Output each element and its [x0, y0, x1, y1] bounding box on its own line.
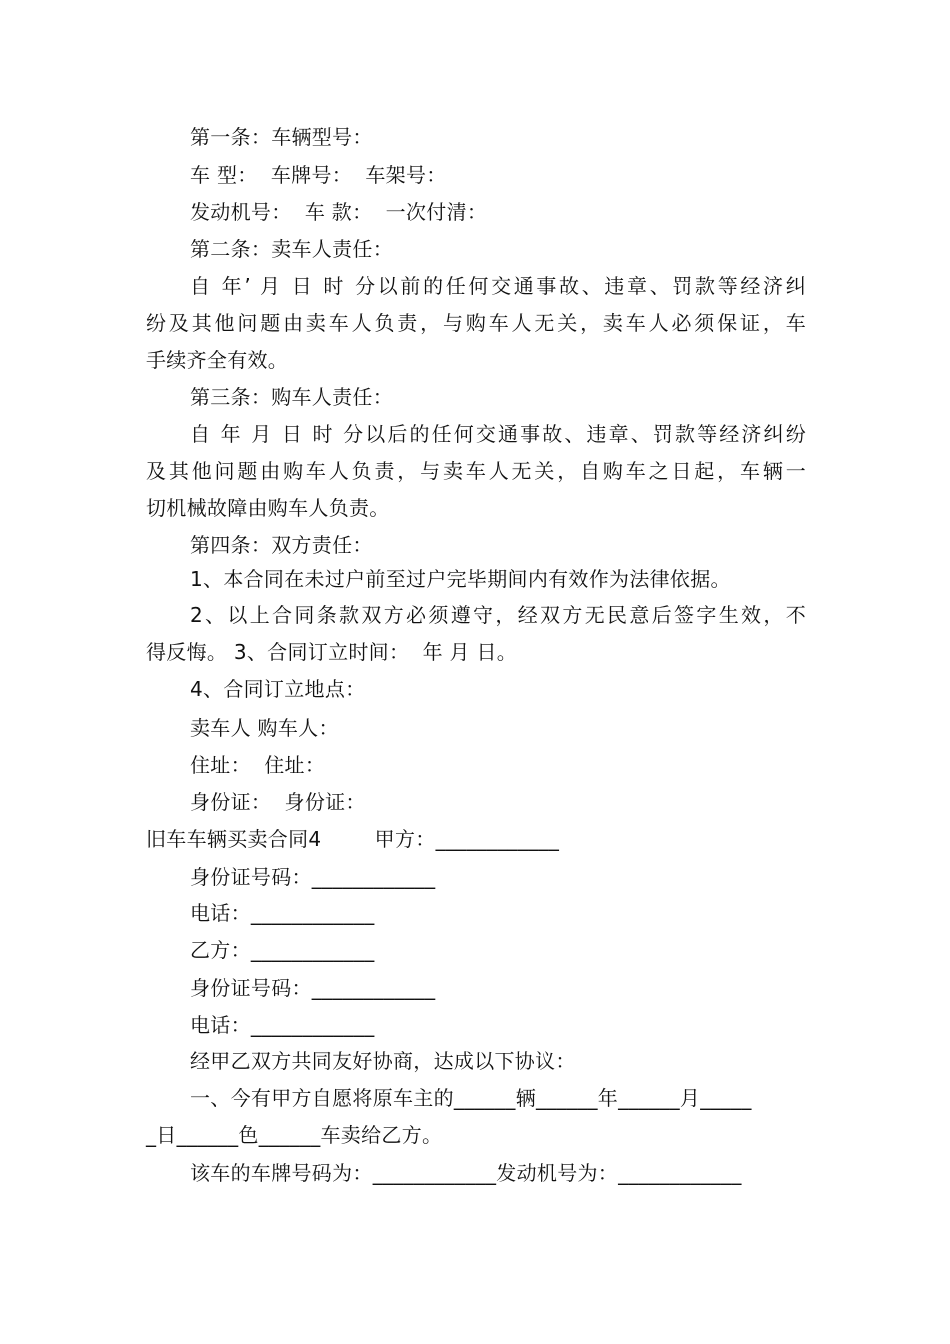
address-label: 住址： 住址： — [190, 753, 326, 777]
seller-responsibility-text-3: 手续齐全有效。 — [146, 348, 289, 372]
both-parties-item-2-cont: 得反悔。 3、合同订立时间： 年 月 日。 — [146, 640, 518, 664]
seller-responsibility-text-1: 自 年’ 月 日 时 分以前的任何交通事故、违章、罚款等经济纠 — [190, 274, 806, 298]
contract-location: 4、合同订立地点： — [190, 677, 366, 701]
id-card-label: 身份证： 身份证： — [190, 790, 366, 814]
seller-responsibility-text-2: 纷及其他问题由卖车人负责，与购车人无关，卖车人必须保证，车 — [146, 311, 806, 335]
party-b-phone: 电话：____________ — [190, 1013, 375, 1037]
clause-3-buyer-responsibility: 第三条：购车人责任： — [190, 385, 393, 409]
clause-2-seller-responsibility: 第二条：卖车人责任： — [190, 237, 393, 261]
vehicle-type-plate-frame: 车 型： 车牌号： 车架号： — [190, 163, 447, 187]
clause-4-both-parties: 第四条：双方责任： — [190, 533, 373, 557]
clause-1-vehicle-model: 第一条：车辆型号： — [190, 125, 373, 149]
party-b: 乙方：____________ — [190, 938, 375, 962]
buyer-responsibility-text-2: 及其他问题由购车人负责，与卖车人无关，自购车之日起，车辆一 — [146, 459, 806, 483]
buyer-responsibility-text-1: 自 年 月 日 时 分以后的任何交通事故、违章、罚款等经济纠纷 — [190, 422, 806, 446]
party-b-id-number: 身份证号码：____________ — [190, 976, 436, 1000]
agreement-item-1: 一、今有甲方自愿将原车主的______辆______年______月_____ — [190, 1086, 752, 1110]
agreement-item-1-cont: _日______色______车卖给乙方。 — [146, 1123, 443, 1147]
buyer-responsibility-text-3: 切机械故障由购车人负责。 — [146, 496, 390, 520]
party-a-id-number: 身份证号码：____________ — [190, 865, 436, 889]
engine-price-payment: 发动机号： 车 款： 一次付清： — [190, 200, 488, 224]
agreement-intro: 经甲乙双方共同友好协商，达成以下协议： — [190, 1049, 576, 1073]
seller-buyer-label: 卖车人 购车人： — [190, 716, 339, 740]
plate-engine-number: 该车的车牌号码为：____________发动机号为：____________ — [190, 1161, 742, 1185]
party-a-phone: 电话：____________ — [190, 901, 375, 925]
both-parties-item-2: 2、以上合同条款双方必须遵守，经双方无民意后签字生效，不 — [190, 603, 806, 627]
both-parties-item-1: 1、本合同在未过户前至过户完毕期间内有效作为法律依据。 — [190, 567, 731, 591]
contract-4-title-party-a: 旧车车辆买卖合同4 甲方：____________ — [146, 827, 560, 851]
